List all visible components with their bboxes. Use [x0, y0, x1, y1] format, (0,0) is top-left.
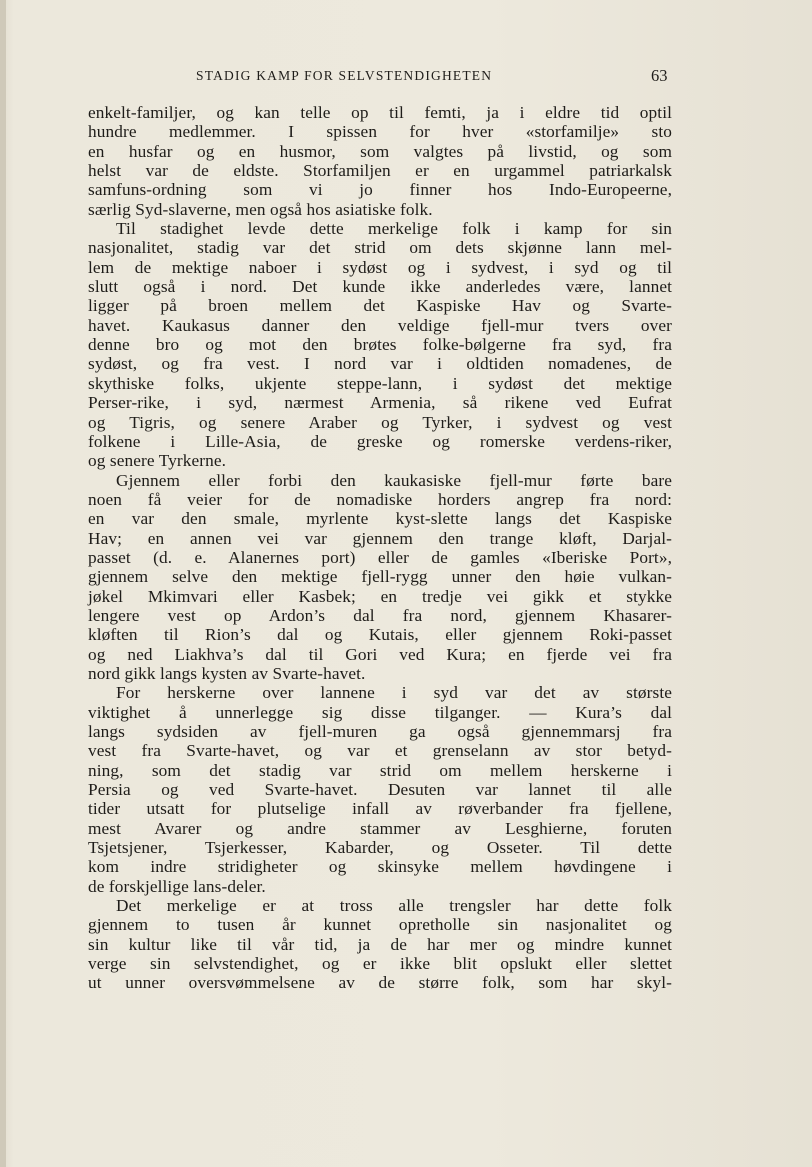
- text-line: gjennem to tusen år kunnet opretholle sin nasjonalitet og: [88, 915, 672, 935]
- text-line: viktighet å unnerlegge sig disse tilganger. — Kura’s dal: [88, 702, 672, 722]
- text-line: folkene i Lille-Asia, de greske og romerske verdens-riker,: [88, 431, 672, 451]
- text-line: hundre medlemmer. I spissen for hver «storfamilje» sto: [88, 122, 672, 142]
- text-line: mest Avarer og andre stammer av Lesghierne, foruten: [88, 818, 672, 838]
- page-number: 63: [651, 66, 668, 85]
- text-line: Tsjetsjener, Tsjerkesser, Kabarder, og Osseter. Til dette: [88, 838, 672, 858]
- text-line: nasjonalitet, stadig var det strid om dets skjønne lann mel-: [88, 238, 672, 258]
- body-text: [88, 103, 672, 993]
- text-line: en var den smale, myrlente kyst-slette langs det Kaspiske: [88, 509, 672, 529]
- text-line: enkelt-familjer, og kan telle op til femti, ja i eldre tid optil: [88, 103, 672, 122]
- text-line: For herskerne over lannene i syd var det av største: [116, 683, 672, 703]
- page-header: [0, 68, 812, 88]
- text-line: sin kultur like til vår tid, ja de har mer og mindre kunnet: [88, 934, 672, 954]
- text-line: Hav; en annen vei var gjennem den trange kløft, Darjal-: [88, 528, 672, 548]
- text-line: Persia og ved Svarte-havet. Desuten var lannet til alle: [88, 780, 672, 800]
- text-line: Gjennem eller forbi den kaukasiske fjell-mur førte bare: [116, 470, 672, 490]
- text-line: ligger på broen mellem det Kaspiske Hav og Svarte-: [88, 296, 672, 316]
- page-gutter: [0, 0, 6, 1167]
- text-line: skythiske folks, ukjente steppe-lann, i sydøst det mektige: [88, 373, 672, 393]
- text-line: Perser-rike, i syd, nærmest Armenia, så rikene ved Eufrat: [88, 393, 672, 413]
- text-line: ning, som det stadig var strid om mellem herskerne i: [88, 760, 672, 780]
- text-line: sydøst, og fra vest. I nord var i oldtiden nomadenes, de: [88, 354, 672, 374]
- text-line: lem de mektige naboer i sydøst og i sydvest, i syd og til: [88, 257, 672, 277]
- text-line: jøkel Mkimvari eller Kasbek; en tredje vei gikk et stykke: [88, 586, 672, 606]
- text-line: ut unner oversvømmelsene av de større folk, som har skyl-: [88, 973, 672, 993]
- text-line: lengere vest op Ardon’s dal fra nord, gjennem Khasarer-: [88, 605, 672, 625]
- text-line: noen få veier for de nomadiske horders angrep fra nord:: [88, 489, 672, 509]
- text-line: kløften til Rion’s dal og Kutais, eller gjennem Roki-passet: [88, 625, 672, 645]
- text-line: og ned Liakhva’s dal til Gori ved Kura; en fjerde vei fra: [88, 644, 672, 664]
- text-line: slutt også i nord. Det kunde ikke anderledes være, lannet: [88, 277, 672, 297]
- text-line: gjennem selve den mektige fjell-rygg unner den høie vulkan-: [88, 567, 672, 587]
- text-line: en husfar og en husmor, som valgtes på livstid, og som: [88, 141, 672, 161]
- text-line: de forskjellige lans-deler.: [88, 876, 266, 896]
- text-line: havet. Kaukasus danner den veldige fjell-mur tvers over: [88, 315, 672, 335]
- text-line: denne bro og mot den brøtes folke-bølgerne fra syd, fra: [88, 335, 672, 355]
- text-line: langs sydsiden av fjell-muren ga også gjennemmarsj fra: [88, 722, 672, 741]
- text-line: Til stadighet levde dette merkelige folk i kamp for sin: [116, 219, 672, 239]
- text-line: samfuns-ordning som vi jo finner hos Indo-Europeerne,: [88, 180, 672, 200]
- text-line: tider utsatt for plutselige infall av røverbander fra fjellene,: [88, 799, 672, 819]
- text-line: nord gikk langs kysten av Svarte-havet.: [88, 663, 366, 683]
- text-line: særlig Syd-slaverne, men også hos asiatiske folk.: [88, 199, 433, 219]
- text-line: verge sin selvstendighet, og er ikke blit opslukt eller slettet: [88, 954, 672, 974]
- text-line: helst var de eldste. Storfamiljen er en urgammel patriarkalsk: [88, 161, 672, 181]
- text-line: Det merkelige er at tross alle trengsler har dette folk: [116, 896, 672, 916]
- text-line: og senere Tyrkerne.: [88, 451, 227, 471]
- text-line: og Tigris, og senere Araber og Tyrker, i sydvest og vest: [88, 412, 672, 432]
- running-title: STADIG KAMP FOR SELVSTENDIGHETEN: [196, 68, 493, 83]
- text-line: vest fra Svarte-havet, og var et grenselann av stor betyd-: [88, 741, 672, 761]
- text-line: kom indre stridigheter og skinsyke mellem høvdingene i: [88, 857, 672, 877]
- text-line: passet (d. e. Alanernes port) eller de gamles «Iberiske Port»,: [88, 547, 672, 567]
